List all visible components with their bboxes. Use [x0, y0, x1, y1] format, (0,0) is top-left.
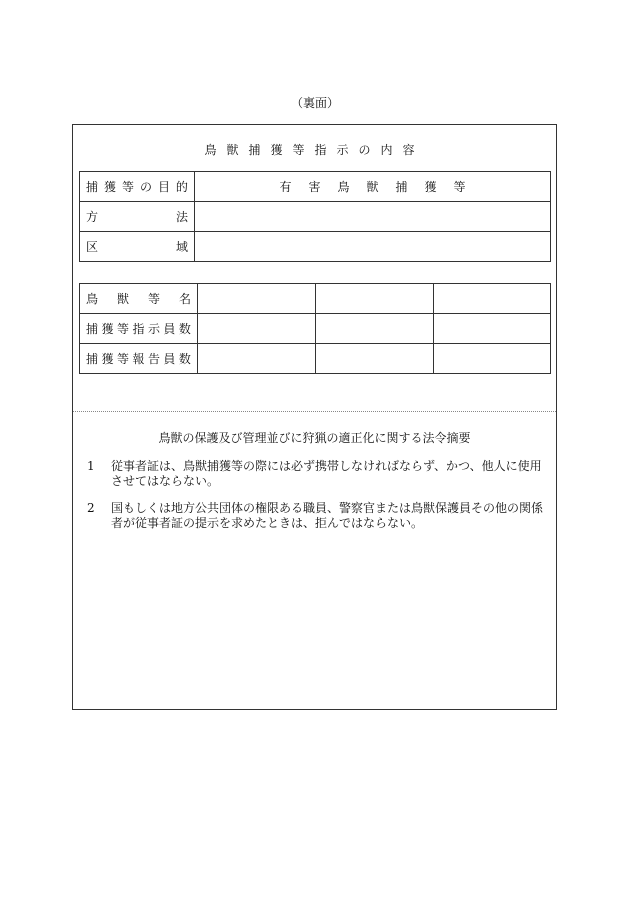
purpose-label: 捕 獲 等 の 目 的: [86, 180, 188, 194]
table-row: [80, 172, 551, 202]
article-text: 従事者証は、鳥獣捕獲等の際には必ず携帯しなければならず、かつ、他人に使用させてはならない。: [111, 459, 542, 488]
reported-count-cell[interactable]: [316, 344, 434, 374]
form-heading: 鳥獣捕獲等指示の内容: [204, 143, 425, 157]
table-row: [80, 202, 551, 232]
law-summary-title: 鳥獣の保護及び管理並びに狩猟の適正化に関する法令摘要: [158, 431, 471, 445]
area-value[interactable]: [195, 232, 551, 262]
purpose-label-cell: [80, 172, 195, 202]
area-label: 区 域: [86, 240, 188, 254]
method-label: 方 法: [86, 210, 188, 224]
table-row: [80, 284, 551, 314]
instructed-count-cell[interactable]: [316, 314, 434, 344]
page-side-label: （裏面）: [290, 96, 339, 110]
species-name-label-cell: [80, 284, 198, 314]
form-frame: [72, 124, 557, 710]
area-label-cell: [80, 232, 195, 262]
article-text: 国もしくは地方公共団体の権限ある職員、警察官または鳥獣保護員その他の関係者が従事者証の提示を求めたときは、拒んではならない。: [111, 501, 544, 530]
instructed-count-label-cell: [80, 314, 198, 344]
instructed-count-cell[interactable]: [434, 314, 551, 344]
instructed-count-label: 捕 獲 等 指 示 員 数: [86, 322, 191, 336]
reported-count-label: 捕 獲 等 報 告 員 数: [86, 352, 191, 366]
table-row: [80, 232, 551, 262]
reported-count-label-cell: [80, 344, 198, 374]
method-value[interactable]: [195, 202, 551, 232]
species-table: [79, 283, 551, 374]
article-number: 2: [87, 501, 95, 515]
law-article: [87, 459, 547, 489]
article-number: 1: [87, 459, 95, 473]
species-name-label: 鳥 獣 等 名: [86, 292, 191, 306]
species-cell[interactable]: [316, 284, 434, 314]
method-label-cell: [80, 202, 195, 232]
reported-count-cell[interactable]: [198, 344, 316, 374]
species-cell[interactable]: [198, 284, 316, 314]
species-cell[interactable]: [434, 284, 551, 314]
purpose-value: 有害鳥獣捕獲等: [195, 172, 551, 202]
table-row: [80, 314, 551, 344]
section-divider: [73, 411, 556, 412]
table-row: [80, 344, 551, 374]
law-article: [87, 501, 547, 531]
reported-count-cell[interactable]: [434, 344, 551, 374]
instructed-count-cell[interactable]: [198, 314, 316, 344]
purpose-table: [79, 171, 551, 262]
